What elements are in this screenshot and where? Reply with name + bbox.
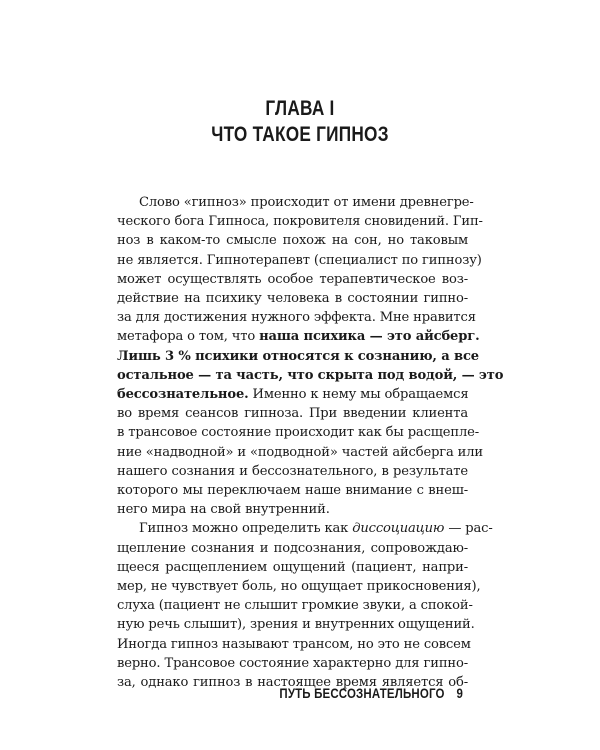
text-line: за, однако гипноз в настоящее время является об- [117,675,468,691]
text-line: в трансовое состояние происходит как бы расщепле- [117,425,480,441]
bold-run: остальное — та часть, что скрыта под водой, — это [117,367,504,383]
text-line: действие на психику человека в состоянии гипно- [117,291,468,307]
text-line [117,347,479,366]
body-text [117,193,504,692]
text-line: которого мы переключаем наше внимание с внеш- [117,483,468,499]
text-line: щееся расщеплением ощущений (пациент, напри- [117,559,468,575]
chapter-heading [54,96,546,148]
text-run: метафора о том, что [117,329,260,345]
bold-run: наша психика — это айсберг. [259,329,480,345]
text-line: Слово «гипноз» происходит от имени древнегре- [139,195,474,210]
bold-run: Лишь 3 % психики относятся к сознанию, а все [117,348,479,364]
text-line: ние «надводной» и «подводной» частей айсберга или [117,444,484,460]
paragraph-2 [117,519,493,692]
text-line: Иногда гипноз называют трансом, но это не совсем [117,636,471,652]
running-footer [279,686,463,701]
italic-run: диссоциацию [352,521,445,537]
text-line: щепление сознания и подсознания, сопровождаю- [117,540,468,556]
text-line: слуха (пациент не слышит громкие звуки, а спокой- [117,598,473,614]
text-line: него мира на свой внутренний. [117,502,330,518]
bold-run: бессознательное. [117,387,249,403]
chapter-number: ГЛАВА I [265,97,335,120]
text-line [117,385,468,404]
text-run: — рас- [444,521,493,537]
text-line: ную речь слышит), зрения и внутренних ощущений. [117,617,475,633]
text-line: ческого бога Гипноса, покровителя сновидений. Гип- [117,214,483,230]
footer-book-title: ПУТЬ БЕССОЗНАТЕЛЬНОГО [279,686,445,701]
text-line: за для достижения нужного эффекта. Мне нравится [117,310,476,326]
paragraph-1 [117,193,504,519]
text-run: Гипноз можно определить как [139,521,353,537]
chapter-title: ЧТО ТАКОЕ ГИПНОЗ [211,123,389,146]
text-line [117,327,480,346]
text-line: верно. Трансовое состояние характерно для гипно- [117,655,468,671]
text-line: может осуществлять особое терапевтическое воз- [117,271,468,287]
text-line: во время сеансов гипноза. При введении клиента [117,406,468,422]
text-run: Именно к нему мы обращаемся [248,387,469,403]
text-line: ноз в каком-то смысле похож на сон, но таковым [117,233,468,249]
text-line: не является. Гипнотерапевт (специалист по гипнозу) [117,252,482,268]
text-line [117,519,493,538]
text-line [117,366,504,385]
page-number: 9 [456,686,463,701]
text-line: нашего сознания и бессознательного, в результате [117,463,468,479]
text-line: мер, не чувствует боль, но ощущает прикосновения), [117,579,481,595]
